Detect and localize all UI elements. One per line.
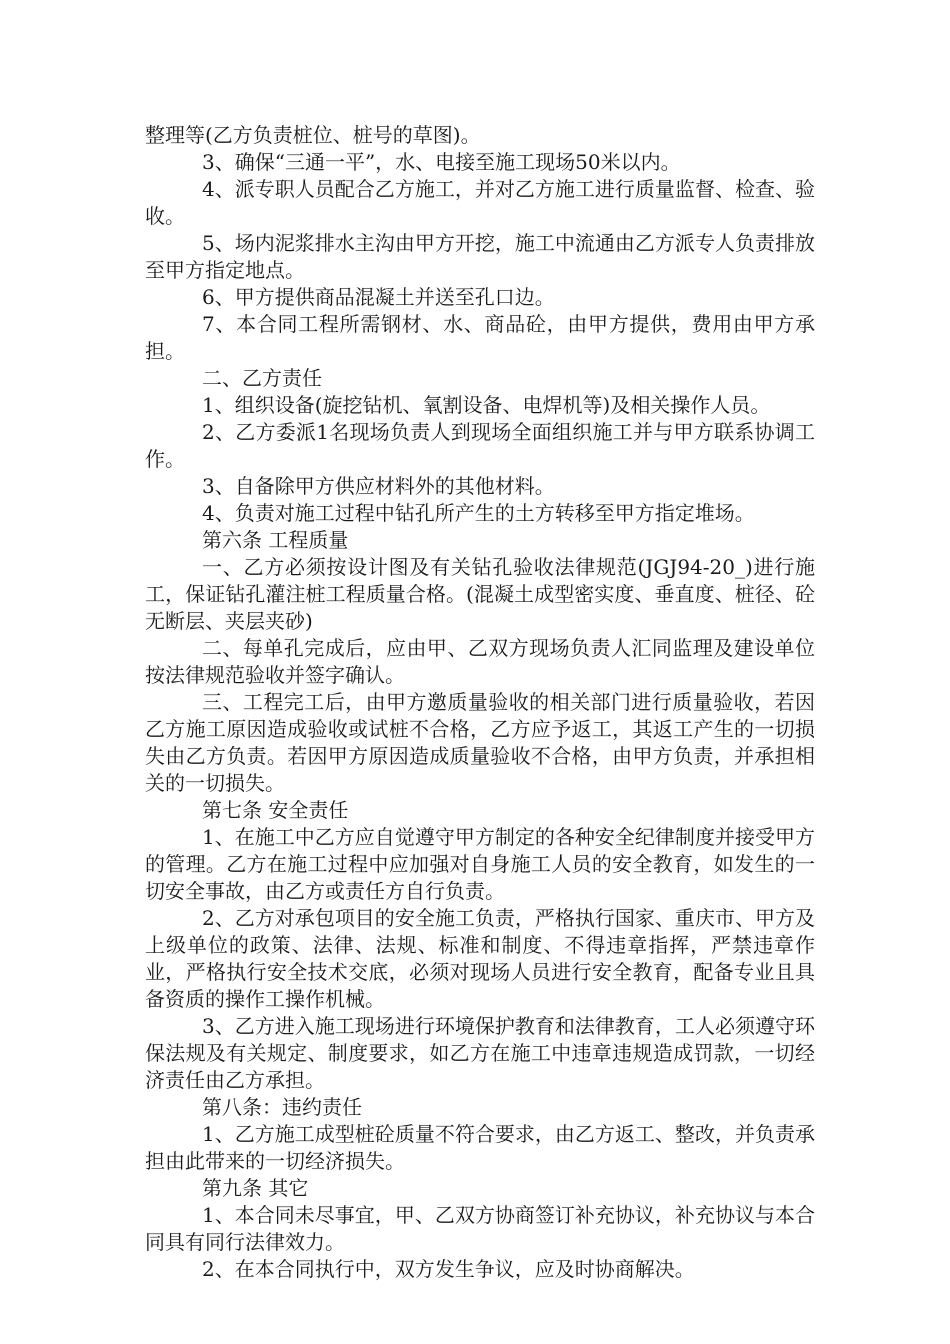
paragraph-3: 4、派专职人员配合乙方施工，并对乙方施工进行质量监督、检查、验收。 xyxy=(145,177,815,228)
paragraph-19: 3、乙方进入施工现场进行环境保护教育和法律教育，工人必须遵守环保法规及有关规定、制度要求，如乙方在施工中违章违规造成罚款，一切经济责任由乙方承担。 xyxy=(145,1014,815,1092)
paragraph-5: 6、甲方提供商品混凝土并送至孔口边。 xyxy=(202,285,555,309)
paragraph-24: 2、在本合同执行中，双方发生争议，应及时协商解决。 xyxy=(202,1257,695,1281)
paragraph-1: 整理等(乙方负责桩位、桩号的草图)。 xyxy=(145,123,481,147)
paragraph-11: 4、负责对施工过程中钻孔所产生的土方转移至甲方指定堆场。 xyxy=(202,501,755,525)
paragraph-13: 一、乙方必须按设计图及有关钻孔验收法律规范(JGJ94-20_)进行施工，保证钻孔灌注桩工程质量合格。(混凝土成型密实度、垂直度、桩径、砼无断层、夹层夹砂) xyxy=(145,555,815,633)
paragraph-14: 二、每单孔完成后，应由甲、乙双方现场负责人汇同监理及建设单位按法律规范验收并签字确认。 xyxy=(145,636,815,687)
article-6-heading: 第六条 工程质量 xyxy=(202,528,349,552)
paragraph-8: 1、组织设备(旋挖钻机、氧割设备、电焊机等)及相关操作人员。 xyxy=(202,393,771,417)
paragraph-4: 5、场内泥浆排水主沟由甲方开挖，施工中流通由乙方派专人负责排放至甲方指定地点。 xyxy=(145,231,815,282)
paragraph-18: 2、乙方对承包项目的安全施工负责，严格执行国家、重庆市、甲方及上级单位的政策、法律、法规、标准和制度、不得违章指挥，严禁违章作业，严格执行安全技术交底，必须对现场人员进行安全教育，配备专业且具备资质的操作工操作机械。 xyxy=(145,906,815,1011)
paragraph-2: 3、确保“三通一平”，水、电接至施工现场50米以内。 xyxy=(202,150,681,174)
article-9-heading: 第九条 其它 xyxy=(202,1176,309,1200)
paragraph-15: 三、工程完工后，由甲方邀质量验收的相关部门进行质量验收，若因乙方施工原因造成验收或试桩不合格，乙方应予返工，其返工产生的一切损失由乙方负责。若因甲方原因造成质量验收不合格，由甲方负责，并承担相关的一切损失。 xyxy=(145,690,815,795)
paragraph-6: 7、本合同工程所需钢材、水、商品砼，由甲方提供，费用由甲方承担。 xyxy=(145,312,815,363)
document-body xyxy=(145,122,815,1283)
section-heading-party-b: 二、乙方责任 xyxy=(202,366,322,390)
paragraph-9: 2、乙方委派1名现场负责人到现场全面组织施工并与甲方联系协调工作。 xyxy=(145,420,815,471)
article-7-heading: 第七条 安全责任 xyxy=(202,798,349,822)
paragraph-10: 3、自备除甲方供应材料外的其他材料。 xyxy=(202,474,555,498)
article-8-heading: 第八条：违约责任 xyxy=(202,1095,362,1119)
paragraph-23: 1、本合同未尽事宜，甲、乙双方协商签订补充协议，补充协议与本合同具有同行法律效力。 xyxy=(145,1203,815,1254)
paragraph-17: 1、在施工中乙方应自觉遵守甲方制定的各种安全纪律制度并接受甲方的管理。乙方在施工过程中应加强对自身施工人员的安全教育，如发生的一切安全事故，由乙方或责任方自行负责。 xyxy=(145,825,815,903)
paragraph-21: 1、乙方施工成型桩砼质量不符合要求，由乙方返工、整改，并负责承担由此带来的一切经济损失。 xyxy=(145,1122,815,1173)
